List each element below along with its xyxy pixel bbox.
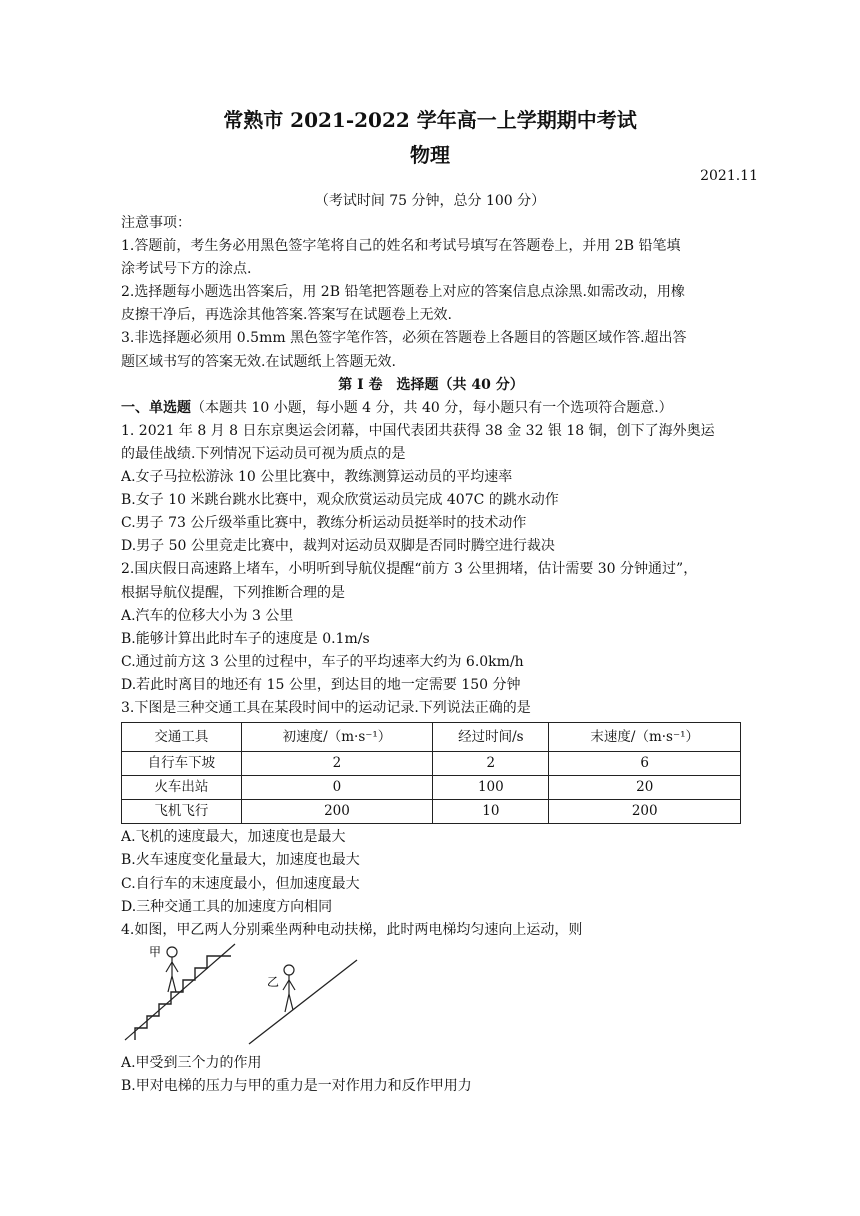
exam-title: 常熟市 2021-2022 学年高一上学期期中考试 bbox=[223, 108, 637, 132]
table-header: 末速度/（m·s⁻¹） bbox=[549, 723, 741, 752]
part-label: 一、单选题 bbox=[121, 399, 191, 416]
part-desc: （本题共 10 小题，每小题 4 分，共 40 分，每小题只有一个选项符合题意.） bbox=[191, 399, 673, 416]
stair-handrail bbox=[125, 944, 235, 1040]
person-yi-arm bbox=[283, 980, 289, 990]
option-c: C.男子 73 公斤级举重比赛中，教练分析运动员挺举时的技术动作 bbox=[121, 515, 527, 532]
option-b: B.能够计算出此时车子的速度是 0.1m/s bbox=[121, 630, 370, 647]
option-d: D.若此时离目的地还有 15 公里，到达目的地一定需要 150 分钟 bbox=[121, 676, 521, 693]
escalator-diagram bbox=[121, 942, 361, 1048]
section-heading: 第 I 卷 选择题（共 40 分） bbox=[338, 376, 524, 393]
option-a: A.汽车的位移大小为 3 公里 bbox=[121, 607, 294, 624]
person-jia-head bbox=[167, 947, 177, 957]
table-cell: 200 bbox=[241, 800, 433, 824]
note-line: 2.选择题每小题选出答案后，用 2B 铅笔把答题卷上对应的答案信息点涂黑.如需改动，用橡 bbox=[121, 284, 685, 301]
option-d: D.三种交通工具的加速度方向相同 bbox=[121, 898, 333, 915]
note-line: 3.非选择题必须用 0.5mm 黑色签字笔作答，必须在答题卷上各题目的答题区域作答.超出答 bbox=[121, 330, 687, 347]
option-b: B.甲对电梯的压力与甲的重力是一对作用力和反作甲用力 bbox=[121, 1077, 472, 1094]
note-line: 皮擦干净后，再选涂其他答案.答案写在试题卷上无效. bbox=[121, 307, 452, 324]
table-row bbox=[122, 752, 741, 776]
label-jia: 甲 bbox=[149, 944, 162, 959]
table-cell: 6 bbox=[549, 752, 741, 776]
table-cell: 20 bbox=[549, 776, 741, 800]
option-a: A.女子马拉松游泳 10 公里比赛中，教练测算运动员的平均速率 bbox=[121, 469, 513, 486]
table-cell: 200 bbox=[549, 800, 741, 824]
option-b: B.女子 10 米跳台跳水比赛中，观众欣赏运动员完成 407C 的跳水动作 bbox=[121, 492, 559, 509]
table-header: 初速度/（m·s⁻¹） bbox=[241, 723, 433, 752]
question-stem: 2.国庆假日高速路上堵车，小明听到导航仪提醒“前方 3 公里拥堵，估计需要 30 分钟通过”， bbox=[121, 561, 698, 578]
person-jia-leg bbox=[172, 976, 176, 992]
option-b: B.火车速度变化量最大，加速度也最大 bbox=[121, 852, 360, 869]
table-cell: 2 bbox=[433, 752, 549, 776]
stair-escalator bbox=[135, 956, 231, 1040]
table-header: 交通工具 bbox=[122, 723, 242, 752]
escalator-figure bbox=[121, 942, 741, 1052]
exam-date: 2021.11 bbox=[700, 168, 758, 184]
table-cell: 10 bbox=[433, 800, 549, 824]
exam-subject: 物理 bbox=[410, 143, 450, 167]
table-cell: 100 bbox=[433, 776, 549, 800]
question-stem: 3.下图是三种交通工具在某段时间中的运动记录.下列说法正确的是 bbox=[121, 699, 531, 716]
notes-heading: 注意事项： bbox=[121, 215, 191, 231]
person-yi-leg bbox=[285, 994, 289, 1012]
person-jia-leg bbox=[168, 976, 172, 992]
note-line: 涂考试号下方的涂点. bbox=[121, 261, 252, 278]
person-jia-arm bbox=[172, 962, 178, 972]
table-cell: 0 bbox=[241, 776, 433, 800]
table-header: 经过时间/s bbox=[433, 723, 549, 752]
table-cell: 自行车下坡 bbox=[122, 752, 242, 776]
part-heading bbox=[121, 397, 741, 420]
option-c: C.通过前方这 3 公里的过程中，车子的平均速率大约为 6.0km/h bbox=[121, 653, 524, 670]
person-yi-arm bbox=[289, 980, 295, 990]
label-yi: 乙 bbox=[267, 974, 280, 989]
question-stem: 的最佳战绩.下列情况下运动员可视为质点的是 bbox=[121, 445, 406, 462]
table-header-row bbox=[122, 723, 741, 752]
slope-escalator bbox=[249, 960, 357, 1044]
option-c: C.自行车的末速度最小，但加速度最大 bbox=[121, 875, 360, 892]
question-stem: 4.如图，甲乙两人分别乘坐两种电动扶梯，此时两电梯均匀速向上运动，则 bbox=[121, 921, 583, 938]
person-jia-arm bbox=[166, 962, 172, 972]
table-cell: 2 bbox=[241, 752, 433, 776]
table-row bbox=[122, 776, 741, 800]
motion-table bbox=[121, 722, 741, 824]
table-cell: 火车出站 bbox=[122, 776, 242, 800]
option-a: A.飞机的速度最大，加速度也是最大 bbox=[121, 829, 346, 846]
question-stem: 根据导航仪提醒，下列推断合理的是 bbox=[121, 584, 345, 601]
option-d: D.男子 50 公里竞走比赛中，裁判对运动员双脚是否同时腾空进行裁决 bbox=[121, 538, 555, 555]
question-stem: 1. 2021 年 8 月 8 日东京奥运会闭幕，中国代表团共获得 38 金 32 银 18 铜，创下了海外奥运 bbox=[121, 422, 715, 439]
note-line: 1.答题前，考生务必用黑色签字笔将自己的姓名和考试号填写在答题卷上，并用 2B 铅笔填 bbox=[121, 238, 681, 255]
table-cell: 飞机飞行 bbox=[122, 800, 242, 824]
option-a: A.甲受到三个力的作用 bbox=[121, 1054, 262, 1071]
exam-body bbox=[121, 212, 741, 1098]
exam-info: （考试时间 75 分钟，总分 100 分） bbox=[314, 193, 546, 209]
table-row bbox=[122, 800, 741, 824]
person-yi-leg bbox=[289, 994, 293, 1010]
note-line: 题区域书写的答案无效.在试题纸上答题无效. bbox=[121, 353, 396, 370]
person-yi-head bbox=[284, 965, 294, 975]
